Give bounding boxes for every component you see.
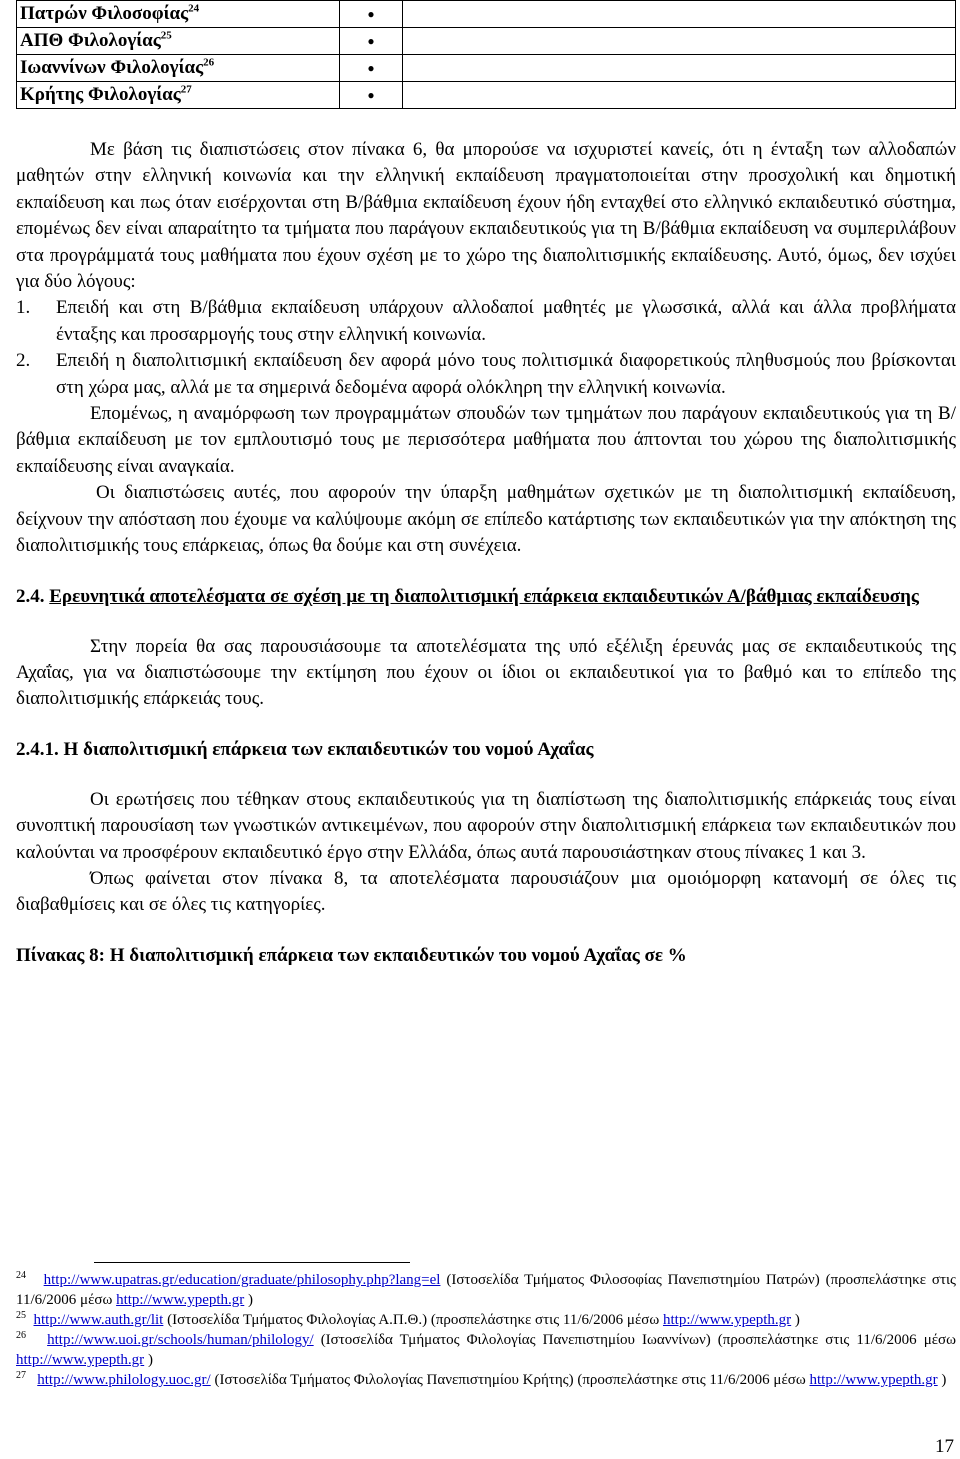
footnote: $^{25}$ http://www.auth.gr/lit (Ιστοσελίδα Τμήματος Φιλολογίας Α.Π.Θ.) (προσπελάστηκε στις 11/6/2006 μέσω http://www.ypepth.gr ) xyxy=(16,1310,800,1328)
footnote-link[interactable]: http://www.ypepth.gr xyxy=(16,1352,145,1368)
paragraph-2: Επομένως, η αναμόρφωση των προγραμμάτων σπουδών των τμημάτων που παράγουν εκπαιδευτικούς για τη Β/βάθμια εκπαίδευση με τον εμπλουτισμό τους με περισσότερα μαθήματα που άπτονται του χώρου της διαπολιτισμικής εκπαίδευσης είναι αναγκαία. xyxy=(16,403,956,477)
footnote: $^{26}$ http://www.uoi.gr/schools/human/philology/ (Ιστοσελίδα Τμήματος Φιλολογίας Πανεπιστημίου Ιωαννίνων) (προσπελάστηκε στις 11/6/2006 μέσω http://www.ypepth.gr ) xyxy=(16,1330,957,1368)
footnote-link[interactable]: http://www.ypepth.gr xyxy=(662,1312,792,1328)
department-name: Κρήτης Φιλολογίας$^{27}$ xyxy=(17,82,340,109)
paragraph-1: Με βάση τις διαπιστώσεις στον πίνακα 6, θα μπορούσε να ισχυριστεί κανείς, ότι η ένταξη των αλλοδαπών μαθητών στην ελληνική κοινωνία και την ελληνική εκπαίδευση πραγματοποιείται στην προσχολική και δημοτική εκπαίδευση και πως όταν εισέρχονται στη Β/βάθμια εκπαίδευση έχουν ήδη ενταχθεί στο ελληνικό εκπαιδευτικό σύστημα, επομένως δεν είναι απαραίτητο τα τμήματα που παράγουν εκπαιδευτικούς για τη Β/βάθμια εκπαίδευση να συμπεριλάβουν στα προγράμματά τους μαθήματα που έχουν σχέση με το χώρο της διαπολιτισμικής εκπαίδευσης. Αυτό, όμως, δεν ισχύει για δύο λόγους: xyxy=(16,139,956,293)
footnote-link[interactable]: http://www.ypepth.gr xyxy=(809,1372,938,1388)
footnote-link[interactable]: http://www.auth.gr/lit xyxy=(33,1312,164,1328)
table-caption: Πίνακας 8: Η διαπολιτισμική επάρκεια των εκπαιδευτικών του νομού Αχαΐας σε % xyxy=(16,944,687,966)
paragraph-3: Οι διαπιστώσεις αυτές, που αφορούν την ύπαρξη μαθημάτων σχετικών με τη διαπολιτισμική εκπαίδευση, δείχνουν την απόσταση που έχουμε να καλύψουμε ακόμη σε επίπεδο κατάρτισης των εκπαιδευτικών για την απόκτηση της διαπολιτισμικής τους επάρκειας, όπως θα δούμε και στη συνέχεια. xyxy=(16,482,956,557)
table-row xyxy=(17,1,956,28)
department-name: Ιωαννίνων Φιλολογίας$^{26}$ xyxy=(17,55,340,82)
footnote-link[interactable]: http://www.ypepth.gr xyxy=(116,1292,245,1308)
footnote-link[interactable]: http://www.upatras.gr/education/graduate/philosophy.php?lang=el xyxy=(43,1272,441,1288)
empty-cell xyxy=(403,82,956,109)
reasons-list xyxy=(16,295,956,401)
footnote-link[interactable]: http://www.philology.uoc.gr/ xyxy=(37,1372,211,1388)
footnote-separator xyxy=(94,1262,410,1263)
table-row xyxy=(17,55,956,82)
footnote: $^{24}$ http://www.upatras.gr/education/graduate/philosophy.php?lang=el (Ιστοσελίδα Τμήματος Φιλοσοφίας Πανεπιστημίου Πατρών) (προσπελάστηκε στις 11/6/2006 μέσω http://www.ypepth.gr ) xyxy=(16,1270,956,1308)
table-row xyxy=(17,28,956,55)
section-heading-2-4-1: 2.4.1. Η διαπολιτισμική επάρκεια των εκπαιδευτικών του νομού Αχαΐας xyxy=(16,738,594,760)
paragraph-6: Όπως φαίνεται στον πίνακα 8, τα αποτελέσματα παρουσιάζουν μια ομοιόμορφη κατανομή σε όλες τις διαβαθμίσεις και σε όλες τις κατηγορίες. xyxy=(16,867,956,916)
footnotes xyxy=(16,1270,956,1390)
empty-cell xyxy=(403,1,956,28)
footnote: $^{27}$ http://www.philology.uoc.gr/ (Ιστοσελίδα Τμήματος Φιλολογίας Πανεπιστημίου Κρήτης) (προσπελάστηκε στις 11/6/2006 μέσω http://www.ypepth.gr ) xyxy=(16,1370,947,1388)
bullet-mark: ● xyxy=(340,1,403,28)
section-heading-2-4: 2.4. Ερευνητικά αποτελέσματα σε σχέση με τη διαπολιτισμική επάρκεια εκπαιδευτικών Α/βάθμιας εκπαίδευσης xyxy=(16,585,919,607)
list-item: 2. Επειδή η διαπολιτισμική εκπαίδευση δεν αφορά μόνο τους πολιτισμικά διαφορετικούς πληθυσμούς που βρίσκονται στη χώρα μας, αλλά με τα σημερινά δεδομένα αφορά ολόκληρη την ελληνική κοινωνία. xyxy=(16,350,956,398)
empty-cell xyxy=(403,28,956,55)
department-name: Πατρών Φιλοσοφίας$^{24}$ xyxy=(17,1,340,28)
bullet-mark: ● xyxy=(340,55,403,82)
document-page xyxy=(16,0,956,969)
paragraph-5: Οι ερωτήσεις που τέθηκαν στους εκπαιδευτικούς για τη διαπίστωση της διαπολιτισμικής επάρκειάς τους είναι συνοπτική παρουσίαση των γνωστικών αντικειμένων, που αφορούν στην διαπολιτισμική επάρκεια των εκπαιδευτικών που καλούνται να προσφέρουν εκπαιδευτικό έργο στην Ελλάδα, όπως αυτά παρουσιάστηκαν στους πίνακες 1 και 3. xyxy=(16,788,956,863)
bullet-mark: ● xyxy=(340,82,403,109)
bullet-mark: ● xyxy=(340,28,403,55)
list-item: 1. Επειδή και στη Β/βάθμια εκπαίδευση υπάρχουν αλλοδαποί μαθητές με γλωσσικά, αλλά και άλλα προβλήματα ένταξης και προσαρμογής τους στην ελληνική κοινωνία. xyxy=(16,297,956,345)
page-number: 17 xyxy=(935,1436,954,1457)
department-name: ΑΠΘ Φιλολογίας$^{25}$ xyxy=(17,28,340,55)
footnote-link[interactable]: http://www.uoi.gr/schools/human/philology/ xyxy=(47,1332,314,1348)
departments-table xyxy=(16,0,956,109)
paragraph-4: Στην πορεία θα σας παρουσιάσουμε τα αποτελέσματα της υπό εξέλιξη έρευνάς μας σε εκπαιδευτικούς της Αχαΐας, για να διαπιστώσουμε την εκτίμηση που έχουν οι ίδιοι οι εκπαιδευτικοί για το βαθμό και το επίπεδο της διαπολιτισμικής επάρκειάς τους. xyxy=(16,635,956,710)
table-row xyxy=(17,82,956,109)
empty-cell xyxy=(403,55,956,82)
